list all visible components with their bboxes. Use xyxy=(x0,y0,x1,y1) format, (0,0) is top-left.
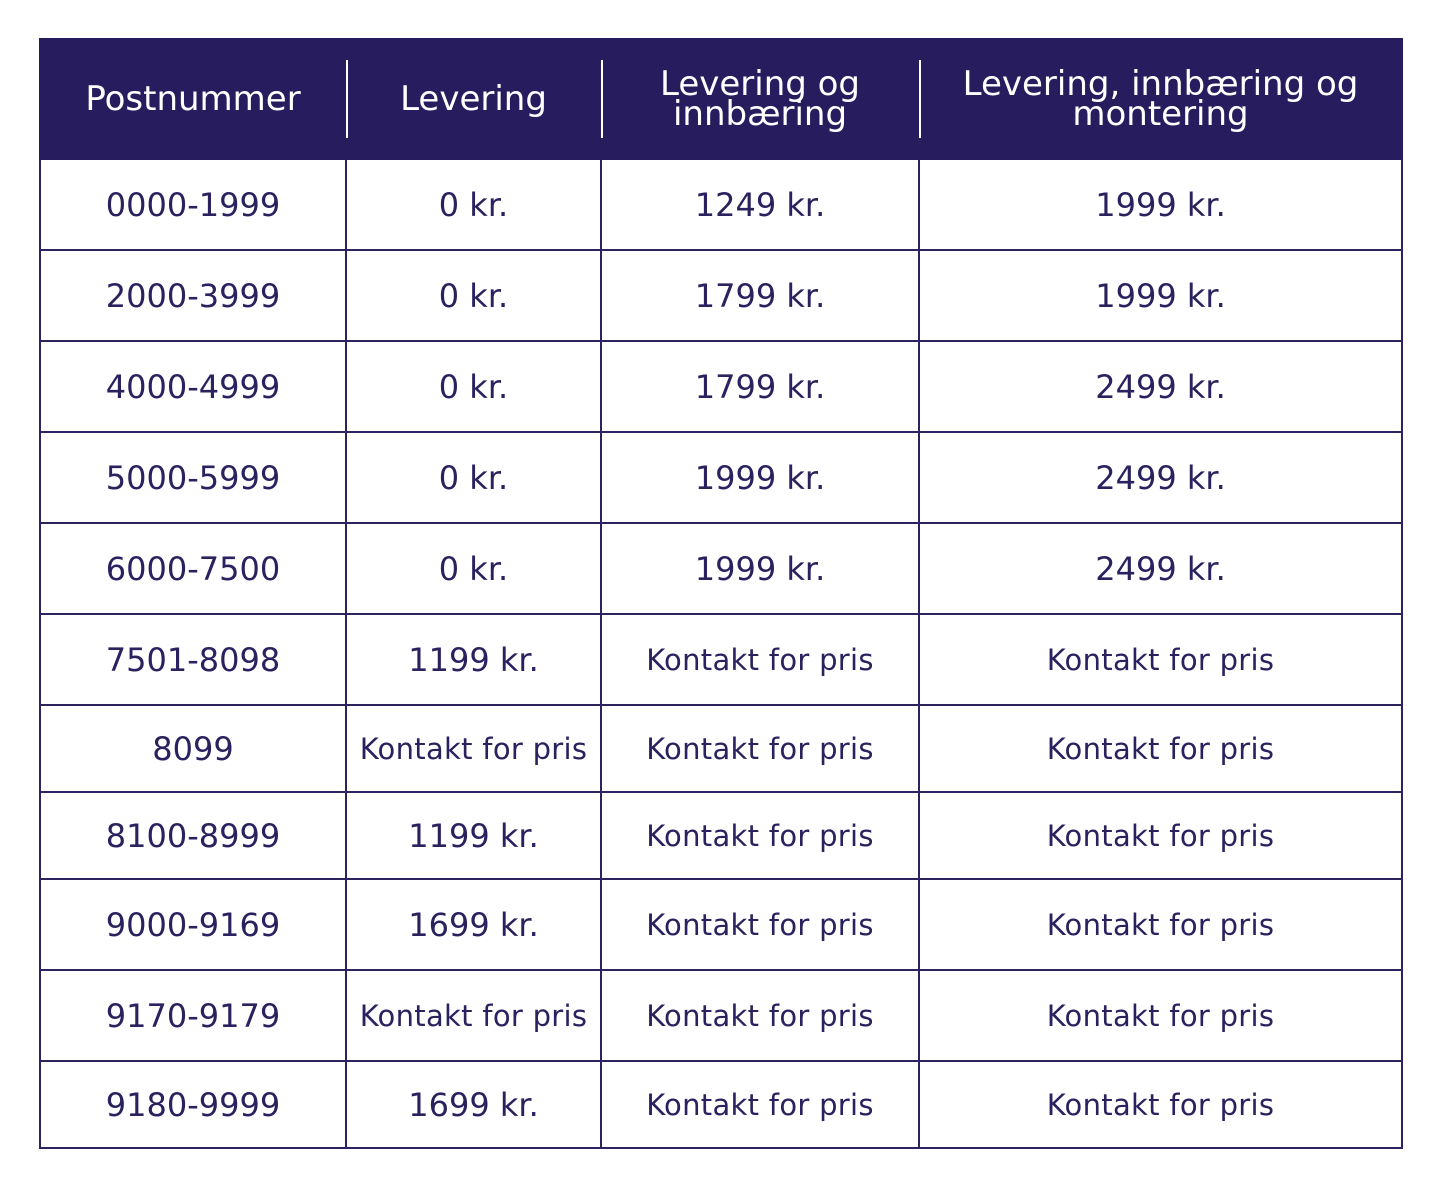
levering-cell: 0 kr. xyxy=(346,523,601,614)
postnummer-cell: 9000-9169 xyxy=(40,879,346,970)
levering-cell: 1199 kr. xyxy=(346,792,601,879)
levering-og-innbaering-cell: 1999 kr. xyxy=(601,432,919,523)
levering-og-innbaering-cell: Kontakt for pris xyxy=(601,705,919,792)
postnummer-cell: 8100-8999 xyxy=(40,792,346,879)
table-row xyxy=(40,250,1402,341)
levering-cell: 0 kr. xyxy=(346,159,601,250)
header-levering: Levering xyxy=(346,39,601,159)
table-body xyxy=(40,159,1402,1148)
levering-innbaering-og-montering-cell: 1999 kr. xyxy=(919,250,1402,341)
header-levering-og-innbaering: Levering og innbæring xyxy=(601,39,919,159)
table-row xyxy=(40,1061,1402,1148)
levering-innbaering-og-montering-cell: Kontakt for pris xyxy=(919,792,1402,879)
table-row xyxy=(40,341,1402,432)
table-header xyxy=(40,39,1402,159)
levering-cell: Kontakt for pris xyxy=(346,705,601,792)
postnummer-cell: 2000-3999 xyxy=(40,250,346,341)
postnummer-cell: 9180-9999 xyxy=(40,1061,346,1148)
levering-og-innbaering-cell: Kontakt for pris xyxy=(601,970,919,1061)
levering-og-innbaering-cell: Kontakt for pris xyxy=(601,1061,919,1148)
levering-innbaering-og-montering-cell: Kontakt for pris xyxy=(919,614,1402,705)
postnummer-cell: 4000-4999 xyxy=(40,341,346,432)
levering-innbaering-og-montering-cell: Kontakt for pris xyxy=(919,1061,1402,1148)
postnummer-cell: 5000-5999 xyxy=(40,432,346,523)
levering-innbaering-og-montering-cell: Kontakt for pris xyxy=(919,970,1402,1061)
table-row xyxy=(40,879,1402,970)
header-row xyxy=(40,39,1402,159)
table-row xyxy=(40,614,1402,705)
delivery-price-table xyxy=(39,38,1403,1149)
levering-og-innbaering-cell: Kontakt for pris xyxy=(601,879,919,970)
header-levering-innbaering-og-montering: Levering, innbæring og montering xyxy=(919,39,1402,159)
postnummer-cell: 0000-1999 xyxy=(40,159,346,250)
levering-cell: 0 kr. xyxy=(346,341,601,432)
levering-og-innbaering-cell: 1249 kr. xyxy=(601,159,919,250)
levering-innbaering-og-montering-cell: 2499 kr. xyxy=(919,341,1402,432)
table-row xyxy=(40,523,1402,614)
postnummer-cell: 8099 xyxy=(40,705,346,792)
table-row xyxy=(40,970,1402,1061)
table-row xyxy=(40,432,1402,523)
postnummer-cell: 6000-7500 xyxy=(40,523,346,614)
table-row xyxy=(40,705,1402,792)
levering-og-innbaering-cell: Kontakt for pris xyxy=(601,614,919,705)
levering-cell: Kontakt for pris xyxy=(346,970,601,1061)
table-row xyxy=(40,159,1402,250)
postnummer-cell: 9170-9179 xyxy=(40,970,346,1061)
levering-innbaering-og-montering-cell: 2499 kr. xyxy=(919,523,1402,614)
levering-innbaering-og-montering-cell: Kontakt for pris xyxy=(919,879,1402,970)
levering-cell: 1699 kr. xyxy=(346,879,601,970)
levering-innbaering-og-montering-cell: 1999 kr. xyxy=(919,159,1402,250)
levering-og-innbaering-cell: Kontakt for pris xyxy=(601,792,919,879)
levering-cell: 1199 kr. xyxy=(346,614,601,705)
levering-innbaering-og-montering-cell: Kontakt for pris xyxy=(919,705,1402,792)
levering-innbaering-og-montering-cell: 2499 kr. xyxy=(919,432,1402,523)
levering-cell: 0 kr. xyxy=(346,432,601,523)
header-postnummer: Postnummer xyxy=(40,39,346,159)
levering-og-innbaering-cell: 1999 kr. xyxy=(601,523,919,614)
levering-og-innbaering-cell: 1799 kr. xyxy=(601,341,919,432)
levering-cell: 1699 kr. xyxy=(346,1061,601,1148)
levering-og-innbaering-cell: 1799 kr. xyxy=(601,250,919,341)
table-row xyxy=(40,792,1402,879)
postnummer-cell: 7501-8098 xyxy=(40,614,346,705)
levering-cell: 0 kr. xyxy=(346,250,601,341)
